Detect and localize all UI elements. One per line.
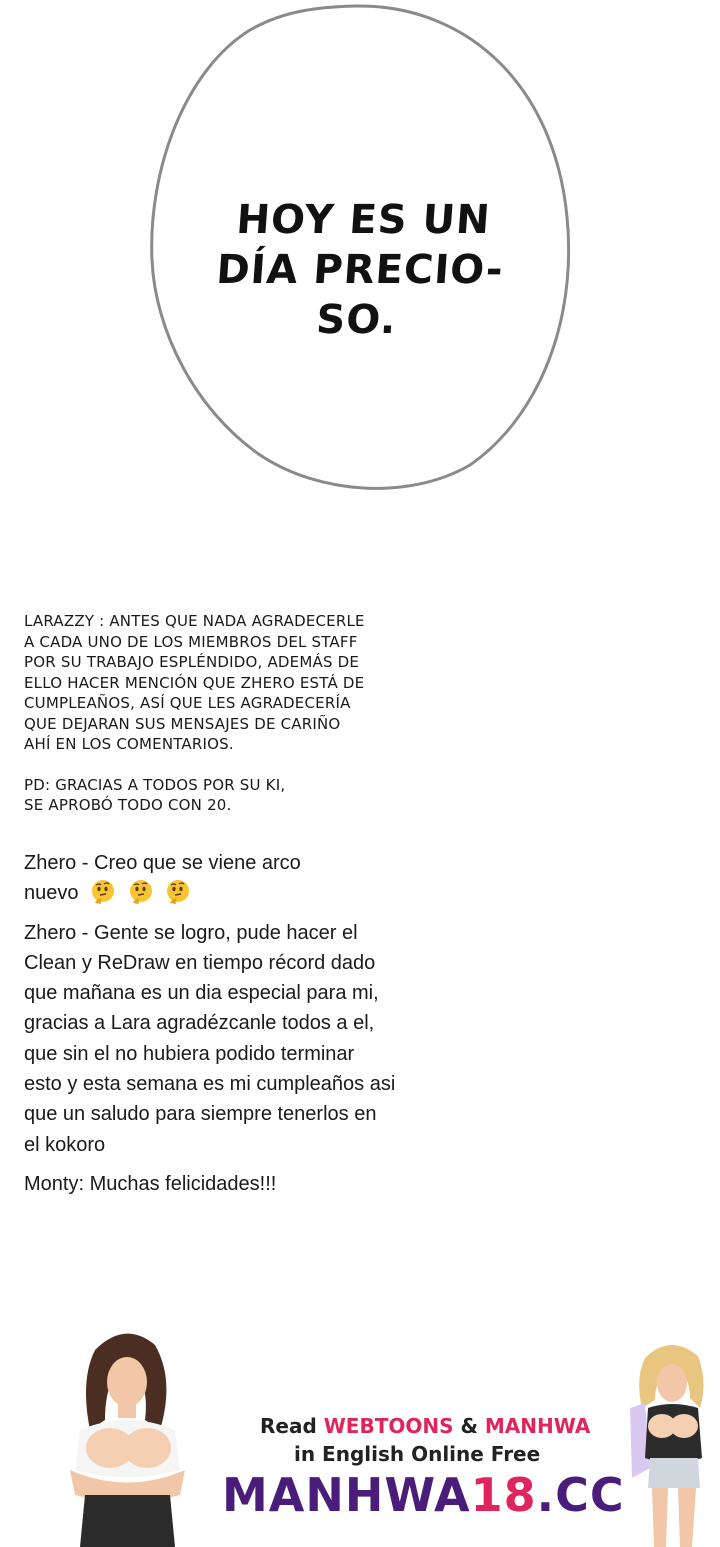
thinking-face-icon (90, 879, 116, 905)
staff-comments (24, 848, 444, 1208)
comment-zhero-2 (24, 918, 444, 1160)
ad-tagline[interactable] (260, 1414, 591, 1438)
ps-line: SE APROBÓ TODO CON 20. (24, 796, 232, 814)
comment-zhero-1 (24, 848, 444, 909)
ad-site-link[interactable] (222, 1468, 625, 1522)
ad-banner[interactable] (0, 1320, 720, 1547)
note-line: QUE DEJARAN SUS MENSAJES DE CARIÑO (24, 714, 341, 733)
speech-bubble (140, 0, 580, 500)
ad-webtoons-text: WEBTOONS (323, 1414, 454, 1438)
comment-line: esto y esta semana es mi cumpleaños asi (24, 1073, 396, 1096)
note-line: ELLO HACER MENCIÓN QUE ZHERO ESTÁ DE (24, 673, 365, 692)
ps-line: PD: GRACIAS A TODOS POR SU KI, (24, 775, 286, 794)
comment-line: Monty: Muchas felicidades!!! (24, 1172, 277, 1195)
bubble-text (175, 195, 545, 345)
comment-line: nuevo (24, 882, 79, 905)
note-line: LARAZZY : ANTES QUE NADA AGRADECERLE (24, 612, 365, 630)
character-illustration-left (50, 1320, 200, 1547)
site-name-number: 18 (470, 1468, 537, 1522)
bubble-line-1: HOY ES UN (234, 197, 493, 243)
comment-monty (24, 1169, 444, 1199)
ad-read-text: Read (260, 1414, 317, 1438)
ad-subline[interactable]: in English Online Free (294, 1442, 541, 1466)
ad-amp-text: & (460, 1414, 478, 1438)
comment-line: que un saludo para siempre tenerlos en (24, 1103, 377, 1126)
ad-manhwa-text: MANHWA (484, 1414, 591, 1438)
character-illustration-right (620, 1338, 720, 1547)
note-line: AHÍ EN LOS COMENTARIOS. (24, 735, 234, 753)
bubble-line-3: SO. (314, 297, 399, 343)
thinking-face-icon (165, 879, 191, 905)
comment-line: gracias a Lara agradézcanle todos a el, (24, 1012, 375, 1035)
bubble-line-2: DÍA PRECIO- (214, 247, 506, 293)
note-line: POR SU TRABAJO ESPLÉNDIDO, ADEMÁS DE (24, 653, 360, 671)
comment-line: Zhero - Creo que se viene arco (24, 852, 301, 874)
translator-notes (24, 611, 444, 816)
comment-line: Clean y ReDraw en tiempo récord dado (24, 951, 376, 974)
note-line: CUMPLEAÑOS, ASÍ QUE LES AGRADECERÍA (24, 694, 351, 712)
thinking-face-icon (128, 879, 154, 905)
comment-line: que sin el no hubiera podido terminar (24, 1042, 355, 1065)
comment-line-with-emoji (24, 878, 444, 908)
comment-line: el kokoro (24, 1133, 106, 1156)
comment-line: Zhero - Gente se logro, pude hacer el (24, 921, 358, 944)
site-name-tld: .CC (536, 1468, 625, 1522)
comment-line: que mañana es un dia especial para mi, (24, 982, 379, 1005)
site-name-part: MANHWA (222, 1468, 471, 1522)
note-line: A CADA UNO DE LOS MIEMBROS DEL STAFF (24, 632, 358, 651)
